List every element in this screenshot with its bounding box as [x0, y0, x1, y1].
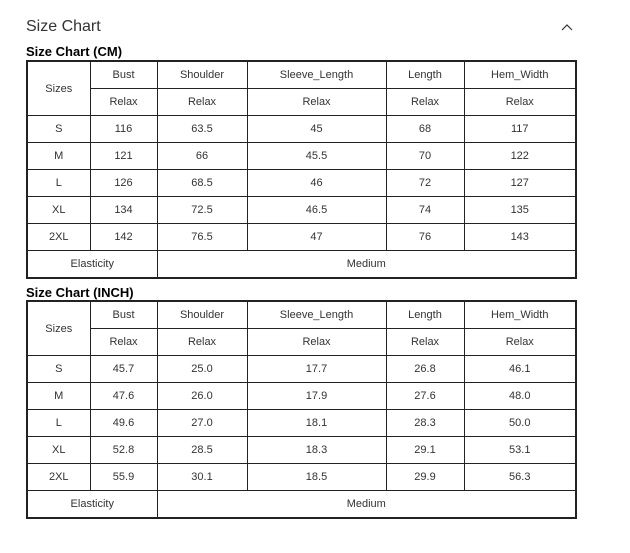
size-label: 2XL — [27, 224, 90, 251]
measurement-cell: 18.5 — [247, 464, 386, 491]
elasticity-value: Medium — [157, 491, 576, 519]
fit-cell: Relax — [247, 89, 386, 116]
measurement-cell: 72.5 — [157, 197, 247, 224]
measurement-cell: 25.0 — [157, 356, 247, 383]
table-row — [27, 410, 576, 437]
measurement-cell: 30.1 — [157, 464, 247, 491]
measurement-cell: 53.1 — [464, 437, 576, 464]
table-row — [27, 356, 576, 383]
measurement-cell: 56.3 — [464, 464, 576, 491]
sizes-header: Sizes — [27, 61, 90, 116]
measurement-cell: 17.7 — [247, 356, 386, 383]
table-row — [27, 170, 576, 197]
elasticity-label: Elasticity — [27, 491, 157, 519]
size-label: M — [27, 143, 90, 170]
measurement-cell: 28.5 — [157, 437, 247, 464]
size-label: L — [27, 170, 90, 197]
column-header: Shoulder — [157, 61, 247, 89]
column-header: Length — [386, 301, 464, 329]
chevron-up-icon[interactable] — [561, 23, 573, 31]
measurement-cell: 27.0 — [157, 410, 247, 437]
size-table-inch — [26, 300, 577, 519]
size-label: S — [27, 356, 90, 383]
column-header: Hem_Width — [464, 61, 576, 89]
column-header: Hem_Width — [464, 301, 576, 329]
measurement-cell: 52.8 — [90, 437, 157, 464]
measurement-cell: 63.5 — [157, 116, 247, 143]
measurement-cell: 50.0 — [464, 410, 576, 437]
table-header-row — [27, 61, 576, 89]
measurement-cell: 72 — [386, 170, 464, 197]
measurement-cell: 48.0 — [464, 383, 576, 410]
measurement-cell: 68.5 — [157, 170, 247, 197]
fit-cell: Relax — [386, 329, 464, 356]
measurement-cell: 29.1 — [386, 437, 464, 464]
size-label: XL — [27, 197, 90, 224]
measurement-cell: 47 — [247, 224, 386, 251]
table-row — [27, 437, 576, 464]
fit-cell: Relax — [464, 89, 576, 116]
measurement-cell: 68 — [386, 116, 464, 143]
measurement-cell: 18.1 — [247, 410, 386, 437]
measurement-cell: 28.3 — [386, 410, 464, 437]
measurement-cell: 49.6 — [90, 410, 157, 437]
measurement-cell: 127 — [464, 170, 576, 197]
measurement-cell: 135 — [464, 197, 576, 224]
size-table-cm — [26, 60, 577, 279]
table-fit-row — [27, 329, 576, 356]
measurement-cell: 26.8 — [386, 356, 464, 383]
sizes-header: Sizes — [27, 301, 90, 356]
table-row — [27, 197, 576, 224]
fit-cell: Relax — [90, 329, 157, 356]
measurement-cell: 76.5 — [157, 224, 247, 251]
fit-cell: Relax — [157, 329, 247, 356]
measurement-cell: 70 — [386, 143, 464, 170]
elasticity-row — [27, 491, 576, 519]
measurement-cell: 46.1 — [464, 356, 576, 383]
fit-cell: Relax — [157, 89, 247, 116]
fit-cell: Relax — [90, 89, 157, 116]
cm-table-title: Size Chart (CM) — [26, 44, 123, 59]
column-header: Bust — [90, 61, 157, 89]
fit-cell: Relax — [464, 329, 576, 356]
measurement-cell: 142 — [90, 224, 157, 251]
fit-cell: Relax — [386, 89, 464, 116]
measurement-cell: 116 — [90, 116, 157, 143]
size-label: L — [27, 410, 90, 437]
column-header: Length — [386, 61, 464, 89]
column-header: Sleeve_Length — [247, 301, 386, 329]
size-label: M — [27, 383, 90, 410]
inch-table-title: Size Chart (INCH) — [26, 285, 134, 300]
elasticity-label: Elasticity — [27, 251, 157, 279]
table-row — [27, 464, 576, 491]
column-header: Sleeve_Length — [247, 61, 386, 89]
measurement-cell: 143 — [464, 224, 576, 251]
measurement-cell: 134 — [90, 197, 157, 224]
table-row — [27, 383, 576, 410]
elasticity-value: Medium — [157, 251, 576, 279]
size-chart-accordion-header[interactable] — [0, 0, 630, 44]
table-fit-row — [27, 89, 576, 116]
measurement-cell: 117 — [464, 116, 576, 143]
measurement-cell: 122 — [464, 143, 576, 170]
size-label: XL — [27, 437, 90, 464]
measurement-cell: 46 — [247, 170, 386, 197]
measurement-cell: 55.9 — [90, 464, 157, 491]
table-row — [27, 143, 576, 170]
measurement-cell: 17.9 — [247, 383, 386, 410]
elasticity-row — [27, 251, 576, 279]
table-row — [27, 116, 576, 143]
size-label: S — [27, 116, 90, 143]
measurement-cell: 26.0 — [157, 383, 247, 410]
fit-cell: Relax — [247, 329, 386, 356]
measurement-cell: 45 — [247, 116, 386, 143]
measurement-cell: 74 — [386, 197, 464, 224]
table-header-row — [27, 301, 576, 329]
measurement-cell: 121 — [90, 143, 157, 170]
measurement-cell: 126 — [90, 170, 157, 197]
measurement-cell: 18.3 — [247, 437, 386, 464]
measurement-cell: 47.6 — [90, 383, 157, 410]
measurement-cell: 27.6 — [386, 383, 464, 410]
table-row — [27, 224, 576, 251]
column-header: Bust — [90, 301, 157, 329]
measurement-cell: 66 — [157, 143, 247, 170]
measurement-cell: 76 — [386, 224, 464, 251]
measurement-cell: 45.5 — [247, 143, 386, 170]
size-label: 2XL — [27, 464, 90, 491]
measurement-cell: 29.9 — [386, 464, 464, 491]
column-header: Shoulder — [157, 301, 247, 329]
accordion-title: Size Chart — [26, 18, 101, 35]
measurement-cell: 45.7 — [90, 356, 157, 383]
measurement-cell: 46.5 — [247, 197, 386, 224]
